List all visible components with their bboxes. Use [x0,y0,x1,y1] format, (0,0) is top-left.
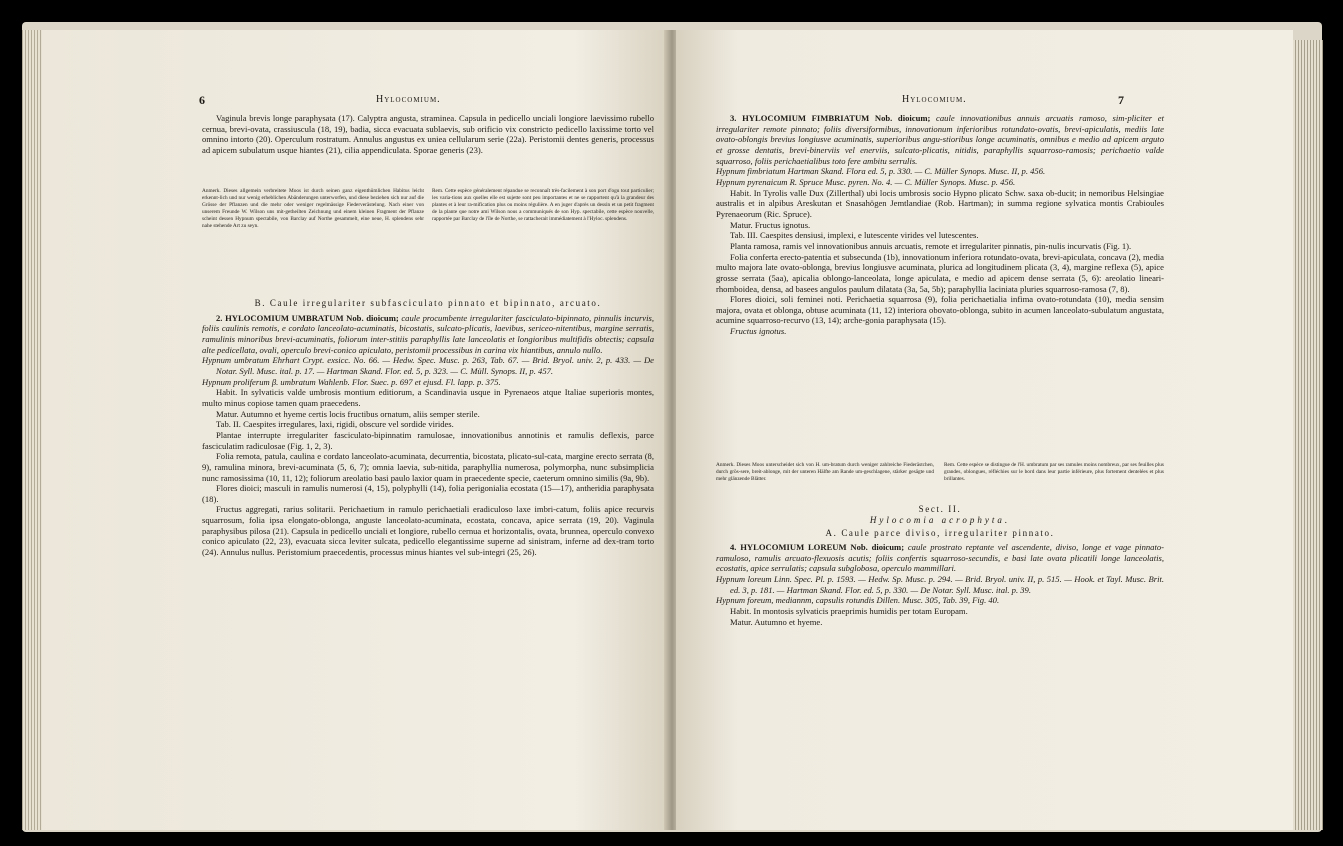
species-2-diagnosis: caule procumbente irregulariter fasciculato-bipinnato, pinnulis incurvis, foliis caulinis remotis, e cordato lanceolato-acuminatis, bicostatis, sulcato-plicatis, laevibus, sericeo-nitentibus, margine serratis, ramulinis minoribus brevi-acuminatis, foliorum inter-stitiis paraphyllis late lanceolatis et longioribus multifidis obtectis; capsula alte pedicellata, ovali, operculo brevi-conico apiculato, peristomii processibus in carina vix hiantibus, annulo nullo. [202,312,654,355]
description-paragraph: Folia conferta erecto-patentia et subsecunda (1b), innovationum inferiora rotundato-ovata, brevi-apiculata, concava (2), media multo majora late ovato-oblonga, brevius longiusve acuminata, plurica ad longitudinem plicata (3, 4), margine reflexa (5), apice grosse serrata (5aa), apicalia oblongo-lanceolata, longe apiculata, e medio ad apicem dense serrata (5, 6): areolatio lineari-rhomboidea, densa, ad basees angulos paulum dilatata (3a, 5a, 5b); paraphyllia laciniata pluries squarroso-ramosa (7, 8). [716,251,1164,294]
right-text-top [716,113,1164,337]
left-page [42,30,668,830]
description-paragraph: Flores dioici; masculi in ramulis numerosi (4, 15), polyphylli (14), folia perigonialia ecostata (15—17), antheridia paraphysata (18). [202,483,654,504]
maturity: Matur. Autumno et hyeme. [730,616,823,627]
species-3-title: 3. HYLOCOMIUM FIMBRIATUM Nob. dioicum; [730,113,931,123]
description-paragraph: Folia remota, patula, caulina e cordato lanceolato-acuminata, decurrentia, bicostata, plicato-sul-cata, margine erecto serrata (8, 9), ramulina minora, brevi-acuminata (5, 6, 7); omnia laevia, sub-nitida, paraphyllia numerosa, polymorpha, nunc subsimplicia nunc ramosissima (10, 11, 12); foliorum areolatio basi paulo laxior quam in praecedente specie, caeterum omnino similis (9a, 9b). [202,451,654,483]
description-paragraph: Fructus aggregati, rarius solitarii. Perichaetium in ramulo perichaetiali eradiculoso laxe imbri-catum, foliis apice recurvis squarrosum, folia ipsa elongato-oblonga, anguste lanceolato-acuminata, ecostata, concava, apice serrata (19, 20). Vaginula paraphysibus pilosa (21). Capsula in pedicello unciali et longiore, rubello cernua et horizontalis, ovata, brunnea, operculo convexo conico apiculato (22, 23), evacuata sicca leviter sulcata, pedicello elegantissime superne ad sinistram, inferne ad dex-tram torto (24). Annulus nullus. Peristomium praecedentis, processus minus hiantes vel sub-integri (25, 26). [202,504,654,558]
description-paragraph: Planta ramosa, ramis vel innovationibus annuis arcuatis, remote et irregulariter pinnatis, pin-nulis incurvatis (Fig. 1). [730,240,1132,251]
note-french: Rem. Cette espèce se distingue de l'H. umbratum par ses ramules moins nombreux, par ses feuilles plus grandes, oblongues, réfléchies sur le bord dans leur partie inférieure, plus fortement dentelées et plus brillantes. [944,462,1164,482]
page-stack-right [1293,40,1323,830]
subsection-heading: A. Caule parce diviso, irregulariter pinnato. [825,528,1055,539]
page-number: 6 [199,93,205,107]
species-4-diagnosis: caule prostrato reptante vel ascendente, diviso, longe et vage pinnato-ramuloso, ramulis arcuato-flexuosis acutis; foliis confertis squarroso-secundis, e basi late ovata plicatili longe lanceolatis, ecostatis, apice serrulatis; capsula subglobosa, operculo mammillari. [716,541,1165,574]
page-number: 7 [1118,93,1124,107]
maturity: Matur. Fructus ignotus. [730,219,811,230]
opening-paragraph: Vaginula brevis longe paraphysata (17). Calyptra angusta, straminea. Capsula in pedicello unciali longiore laevissimo rubello cernua, brevi-ovata, crassiuscula (18, 19), badia, sicca evacuata sublaevis, sub orificio vix constricto pedicello laxissime torto vel omnino intorto (20). Operculum rostratum. Annulus angustus ex uniea cellularum serie (22a). Peristomii dentes generis, processus ad apicem subulatum usque hiantes (21), cilia appendiculata. Sporae generis (23). [202,113,654,155]
left-text-top [202,113,654,156]
species-3-diagnosis: caule innovationibus annuis arcuatis ramoso, sim-pliciter et irregulariter remote pinnato; foliis diversiformibus, innovationum inferioribus rotundato-ovatis, brevi-apiculatis, mediis late ovato-oblongis brevius longiusve acuminatis, superioribus angu-stioribus longe acuminatis, omnibus e medio ad apicem arguto et grosse dentatis, brevi-binerviis vel enerviis, sulcato-plicatis, nitidis, paraphyllis squarroso-ramosis; perichaetio valde squarroso, foliis perichaetialibus toto fere ambitu serrulis. [716,113,1164,166]
right-text-bottom [716,504,1164,627]
page-stack-left [22,30,42,830]
synonym-line: Hypnum proliferum β. umbratum Wahlenb. Flor. Suec. p. 697 et ejusd. Fl. lapp. p. 375. [202,376,501,387]
synonym-line: Hypnum foreum, mediannm, capsulis rotundis Dillen. Musc. 305, Tab. 39, Fig. 40. [716,595,1000,606]
sect-heading: Sect. II. [918,504,962,514]
habitat: Habit. In sylvaticis valde umbrosis montium editiorum, a Scandinavia usque in Pyrenaeos atque Italiae superioris montes, multo minus copiose tamen quam praecedens. [202,387,654,408]
maturity: Matur. Autumno et hyeme certis locis fructibus ornatum, aliis semper sterile. [216,408,480,419]
species-4-entry [716,542,1164,574]
description-paragraph: Fructus ignotus. [730,326,787,337]
species-2-entry [202,313,654,356]
species-4-title: 4. HYLOCOMIUM LOREUM Nob. dioicum; [730,541,905,552]
description-paragraph: Flores dioici, soli feminei noti. Perichaetia squarrosa (9), folia perichaetialia infima ovato-rotundata (10), media sensim majora, ovata et oblonga, obtuse acuminata (11, 12) interiora obovato-oblonga, subito in acumen lanceolato-subulatum angustata, acumine squarroso-recurvo (13, 14); arche-gonia paraphysata (15). [716,294,1164,326]
synonym-line: Hypnum loreum Linn. Spec. Pl. p. 1593. — Hedw. Sp. Musc. p. 294. — Brid. Bryol. univ. II, p. 515. — Hook. et Tayl. Musc. Brit. ed. 3, p. 181. — Hartman Skand. Flor. ed. 5, p. 330. — De Notar. Syll. Musc. ital. p. 39. [716,573,1164,595]
note-german: Anmerk. Dieses allgemein verbreitete Moos ist durch seinen ganz eigenthümlichen Habitus leicht erkennt-lich und nur wenig erheblichen Abänderungen unterworfen, und diese beziehen sich nur auf die Grösse der Pflanzen und die mehr oder weniger regelmässige Fiederverästelung. Nach einer von unserem Freunde W. Wilson uns mit-getheilten Zeichnung und einem kleinen Fragment der Pflanze scheint dessen Hypnum spectabile, von Barclay auf Northe gesammelt, eine neue, H. splendens sehr nahe stehende Art zu seyn. [202,188,424,229]
description-paragraph: Plantae interrupte irregulariter fasciculato-bipinnatim ramulosae, innovationibus annotinis et ramulis deflexis, parce fasciculatim radiculosae (Fig. 1, 2, 3). [202,429,654,451]
synonym-line: Hypnum pyrenaicum R. Spruce Musc. pyren. No. 4. — C. Müller Synops. Musc. p. 456. [716,176,1016,187]
synonym-line: Hypnum fimbriatum Hartman Skand. Flora ed. 5, p. 330. — C. Müller Synops. Musc. II, p. 456. [716,166,1046,177]
synonym-line: Hypnum umbratum Ehrhart Crypt. exsicc. No. 66. — Hedw. Spec. Musc. p. 263, Tab. 67. — Brid. Bryol. univ. 2, p. 433. — De Notar. Syll. Musc. ital. p. 17. — Hartman Skand. Flor. ed. 5, p. 323. — C. Müll. Synops. II, p. 457. [202,355,654,376]
note-french: Rem. Cette espèce généralement répandue se reconnaît très-facilement à son port d'ogu tout particulier; les varia-tions aux quelles elle est sujette sont peu importantes et ne se rapportent qu'à la grandeur des plantes et à leur ra-mification plus ou moins régulière. A en juger d'après un dessin et un petit fragment de la plante que notre ami Wilson nous a communiqués de son Hyp. spectabile, cette espèce nouvelle, rapportée par Barclay de l'île de Northe, se rattacherait immédiatement à l'Hyloc. splendens. [432,188,654,222]
tab-reference: Tab. II. Caespites irregulares, laxi, rigidi, obscure vel sordide virides. [216,419,454,430]
sect-subheading: Hylocomia acrophyta. [869,514,1011,525]
note-german: Anmerk. Dieses Moos unterscheidet sich von H. um-bratum durch weniger zahlreiche Fiederästchen, durch grös-sere, breit-ablonge, mit der unteren Hälfte am Rande um-geschlagene, stärker gesägte und mehr glänzende Blätter. [716,462,934,482]
running-head: Hylocomium. [902,94,967,105]
section-heading: B. Caule irregulariter subfasciculato pinnato et bipinnato, arcuato. [254,298,602,308]
running-head: Hylocomium. [376,94,441,105]
species-3-entry [716,113,1164,166]
right-page [676,30,1293,830]
left-text-main [202,298,654,558]
tab-reference: Tab. III. Caespites densiusi, implexi, e lutescente virides vel lutescentes. [730,230,979,241]
habitat: Habit. In montosis sylvaticis praeprimis humidis per totam Europam. [730,605,968,616]
species-2-title: 2. HYLOCOMIUM UMBRATUM Nob. dioicum; [216,312,399,323]
habitat: Habit. In Tyrolis valle Dux (Zillerthal) ubi locis umbrosis socio Hypno plicato Schw. saxa ob-ducit; in nemoribus Helsingiae australis et in alpibus Areskutan et Snasahögen Jemtlandiae (Rob. Hartman); in summa regione sylvatica montis Crabioules Pyrenaeorum (Ric. Spruce). [716,187,1164,219]
